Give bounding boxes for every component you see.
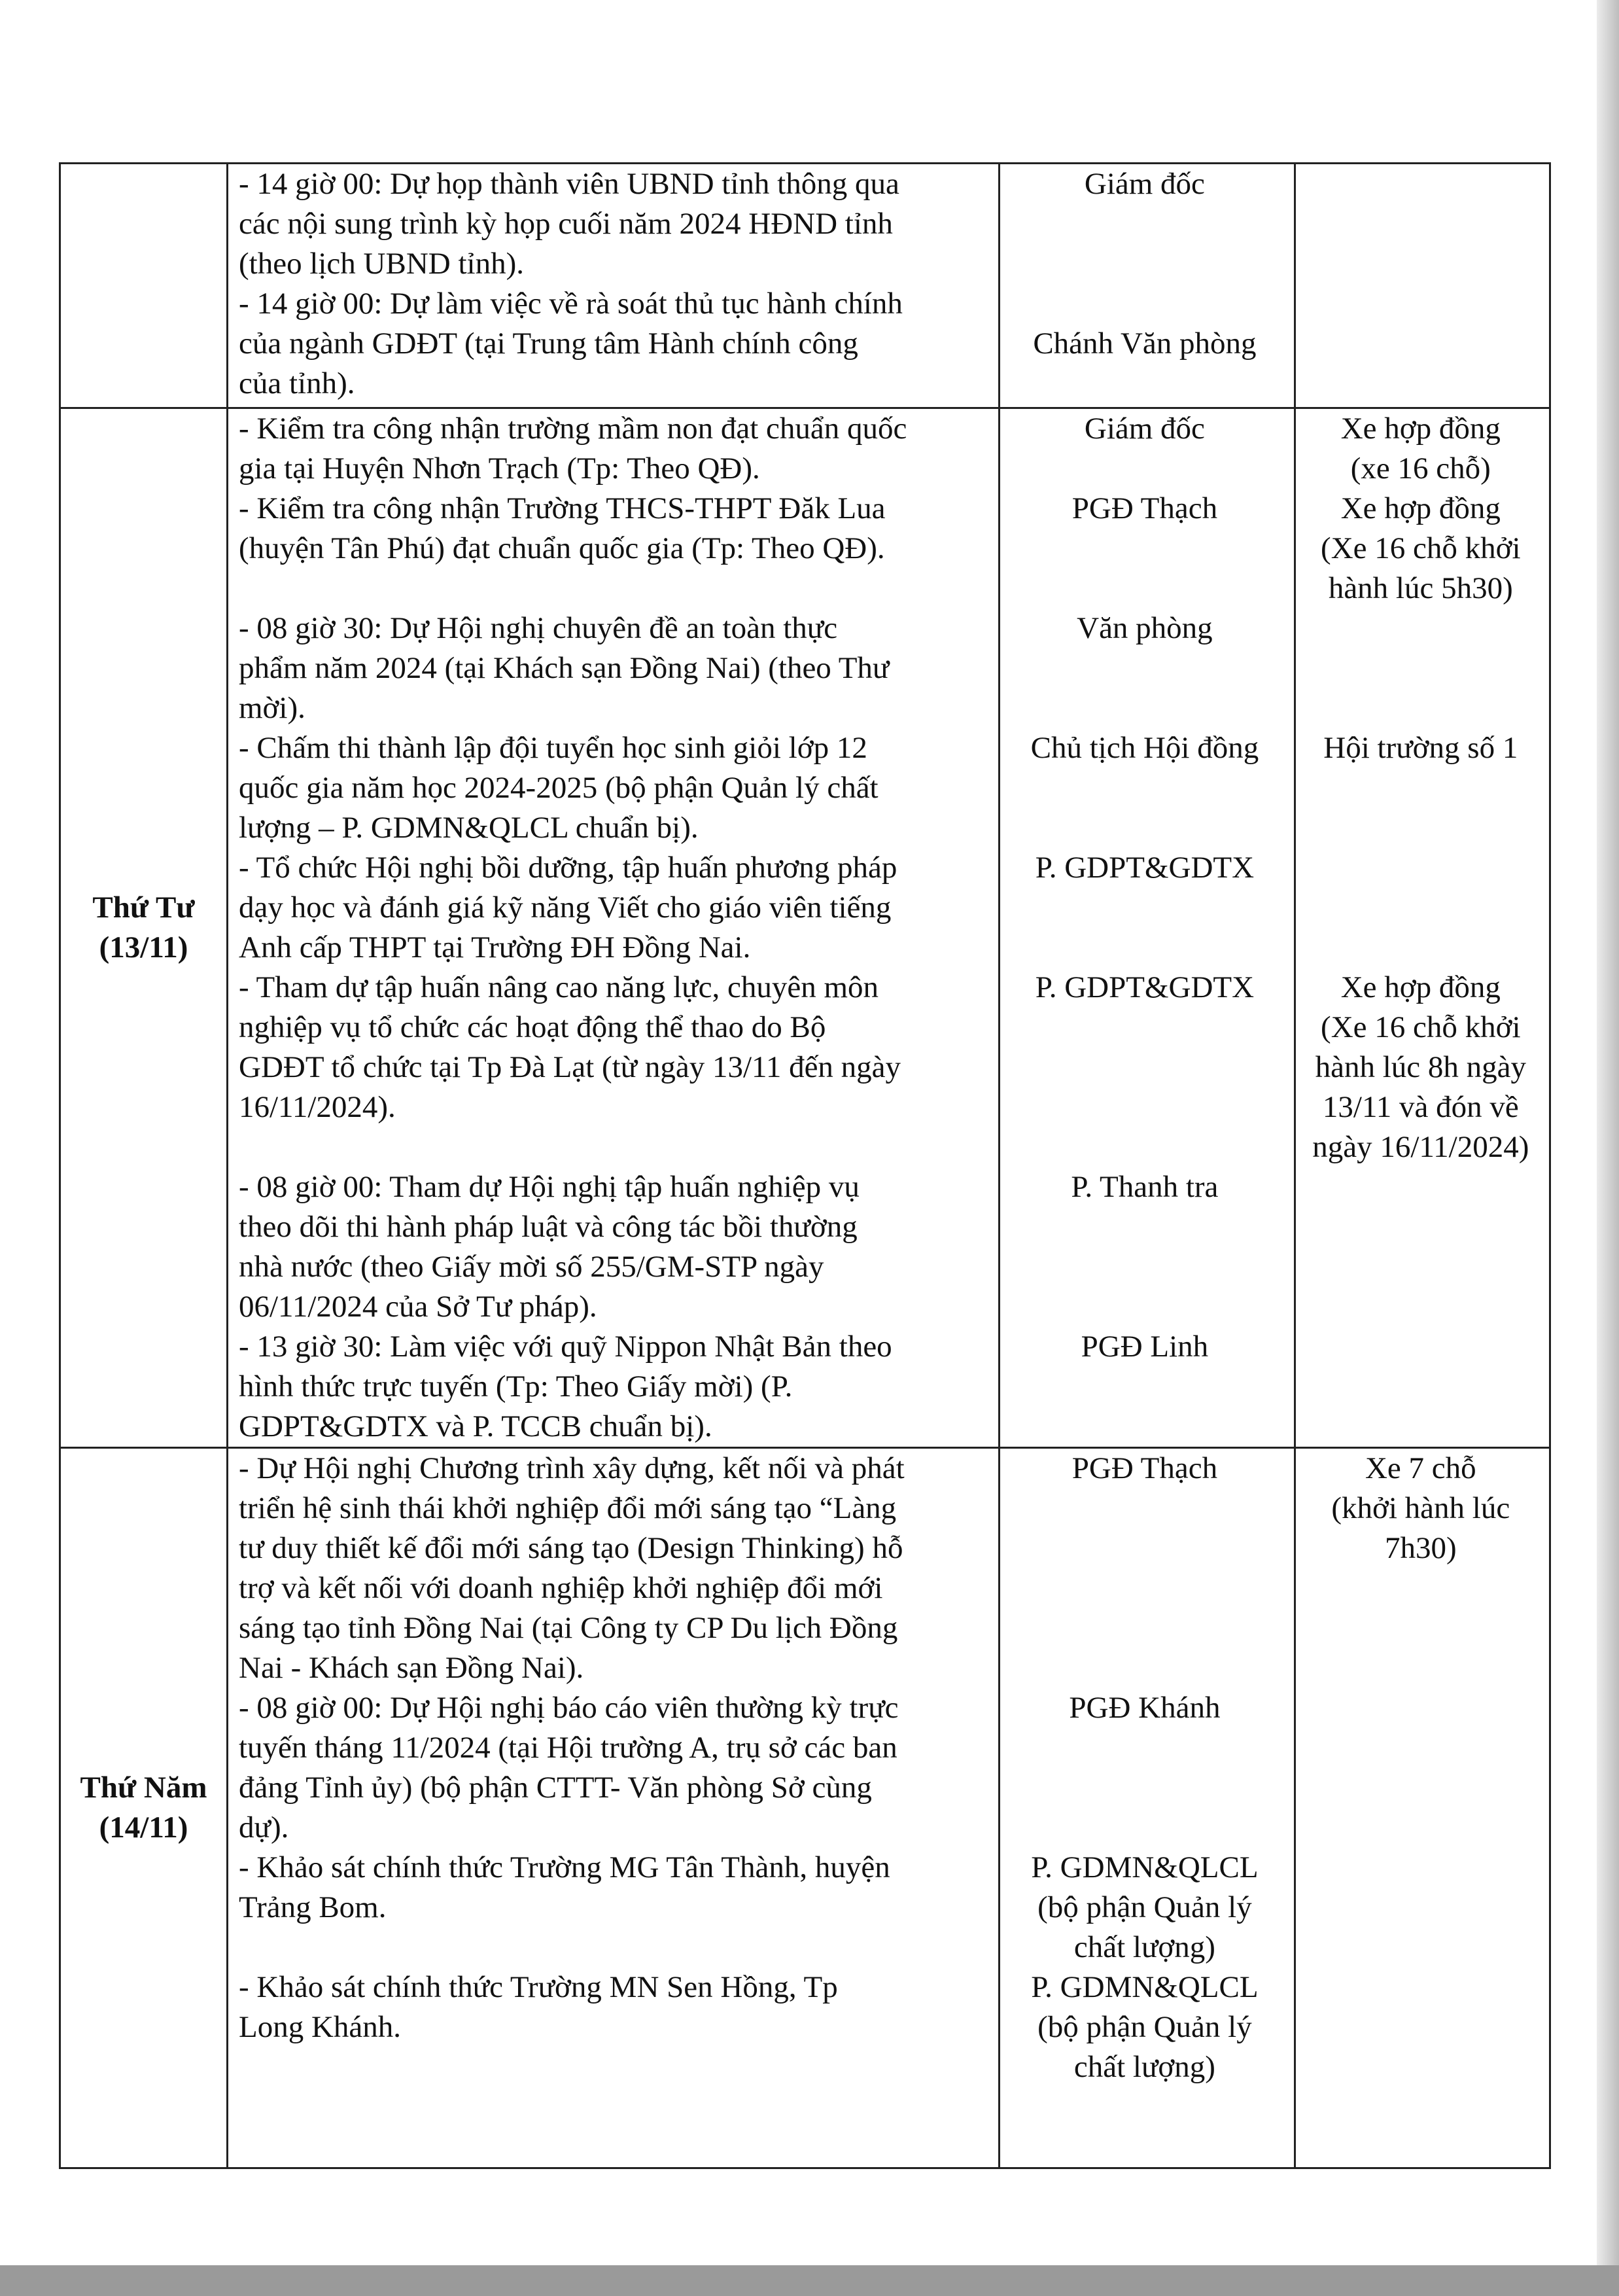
person-in-charge <box>997 1848 1292 1968</box>
column-divider <box>998 409 1000 1447</box>
person-in-charge <box>997 1327 1292 1447</box>
note <box>1293 1688 1549 1848</box>
activity-description <box>228 609 997 728</box>
column-divider <box>998 164 1000 407</box>
activity-description <box>228 1848 997 1968</box>
day-date: (13/11) <box>99 930 188 964</box>
description-line: Anh cấp THPT tại Trường ĐH Đồng Nai. <box>239 930 751 964</box>
day-date: (14/11) <box>99 1810 188 1845</box>
day-cell <box>60 1448 228 2168</box>
description-line <box>239 2087 990 2127</box>
description-line: nhà nước (theo Giấy mời số 255/GM-STP ngày <box>239 1250 824 1284</box>
person-line: PGĐ Linh <box>1081 1330 1209 1364</box>
note-line: Hội trường số 1 <box>1323 731 1518 765</box>
description-line: - Chấm thi thành lập đội tuyển học sinh giỏi lớp 12 <box>239 731 867 765</box>
scan-edge-right <box>1597 0 1619 2296</box>
description-line: tuyến tháng 11/2024 (tại Hội trường A, trụ sở các ban <box>239 1731 897 1765</box>
person-in-charge <box>997 489 1292 609</box>
activity-entry <box>228 728 1549 848</box>
person-line: P. GDMN&QLCL <box>1031 1970 1259 2004</box>
note-line: 7h30) <box>1384 1531 1457 1565</box>
person-in-charge <box>997 1688 1292 1848</box>
description-line: đảng Tỉnh ủy) (bộ phận CTTT- Văn phòng Sở cùng <box>239 1771 872 1805</box>
activities-cell <box>228 408 1550 1448</box>
person-line: chất lượng) <box>1073 2050 1215 2084</box>
person-in-charge <box>997 164 1292 284</box>
day-row <box>60 1448 1550 2168</box>
activity-description <box>228 848 997 968</box>
description-line: - Kiểm tra công nhận trường mầm non đạt chuẩn quốc <box>239 412 907 446</box>
person-in-charge <box>997 848 1292 968</box>
description-line: - Kiểm tra công nhận Trường THCS-THPT Đăk Lua <box>239 491 886 525</box>
description-line: - 08 giờ 30: Dự Hội nghị chuyên đề an toàn thực <box>239 611 838 645</box>
activity-description <box>228 1968 997 2167</box>
activity-description <box>228 1688 997 1848</box>
activity-description <box>228 489 997 609</box>
note <box>1293 409 1549 489</box>
person-line: chất lượng) <box>1073 1930 1215 1964</box>
note-line: ngày 16/11/2024) <box>1312 1130 1529 1164</box>
description-line: hình thức trực tuyến (Tp: Theo Giấy mời) (P. <box>239 1369 793 1404</box>
note-line: Xe hợp đồng <box>1340 491 1501 525</box>
description-line: - Khảo sát chính thức Trường MN Sen Hồng, Tp <box>239 1970 838 2004</box>
description-line: sáng tạo tỉnh Đồng Nai (tại Công ty CP Du lịch Đồng <box>239 1611 898 1645</box>
activities-cell <box>228 164 1550 408</box>
description-line: - 14 giờ 00: Dự làm việc về rà soát thủ tục hành chính <box>239 287 903 321</box>
description-line <box>239 2127 990 2167</box>
person-in-charge <box>997 1968 1292 2167</box>
person-line: Chánh Văn phòng <box>1033 327 1257 361</box>
activity-description <box>228 728 997 848</box>
description-line: GDPT&GDTX và P. TCCB chuẩn bị). <box>239 1409 712 1443</box>
description-line: của ngành GDĐT (tại Trung tâm Hành chính công <box>239 327 858 361</box>
note <box>1293 968 1549 1167</box>
description-line: (huyện Tân Phú) đạt chuẩn quốc gia (Tp: Theo QĐ). <box>239 531 885 565</box>
description-line: lượng – P. GDMN&QLCL chuẩn bị). <box>239 811 699 845</box>
person-in-charge <box>997 1449 1292 1688</box>
column-divider <box>1294 164 1296 407</box>
activity-entry <box>228 848 1549 968</box>
activity-description <box>228 1167 997 1327</box>
person-line: P. GDMN&QLCL <box>1031 1850 1259 1884</box>
column-divider <box>1294 1449 1296 2167</box>
schedule-table <box>59 162 1551 2169</box>
description-line: Long Khánh. <box>239 2010 402 2044</box>
person-in-charge <box>997 1167 1292 1327</box>
person-line: P. GDPT&GDTX <box>1035 970 1255 1004</box>
description-line: nghiệp vụ tổ chức các hoạt động thể thao do Bộ <box>239 1010 826 1044</box>
description-line: - Dự Hội nghị Chương trình xây dựng, kết nối và phát <box>239 1451 905 1485</box>
note <box>1293 1449 1549 1688</box>
description-line: - 14 giờ 00: Dự họp thành viên UBND tỉnh thông qua <box>239 167 899 201</box>
day-name: Thứ Tư <box>92 891 195 925</box>
description-line: - Tổ chức Hội nghị bồi dưỡng, tập huấn phương pháp <box>239 851 897 885</box>
note-line: 13/11 và đón về <box>1322 1090 1519 1124</box>
activity-description <box>228 409 997 489</box>
person-line: PGĐ Khánh <box>1069 1691 1221 1725</box>
description-line: - 08 giờ 00: Tham dự Hội nghị tập huấn nghiệp vụ <box>239 1170 860 1204</box>
description-line: - 13 giờ 30: Làm việc với quỹ Nippon Nhật Bản theo <box>239 1330 892 1364</box>
note <box>1293 489 1549 609</box>
person-line: (bộ phận Quản lý <box>1037 1890 1252 1924</box>
note <box>1293 1327 1549 1447</box>
description-line: trợ và kết nối với doanh nghiệp khởi nghiệp đổi mới <box>239 1571 883 1605</box>
description-line: - 08 giờ 00: Dự Hội nghị báo cáo viên thường kỳ trực <box>239 1691 899 1725</box>
activity-entry <box>228 1848 1549 1968</box>
activity-entry <box>228 284 1549 404</box>
description-line: tư duy thiết kế đổi mới sáng tạo (Design Thinking) hỗ <box>239 1531 903 1565</box>
note-line: hành lúc 5h30) <box>1328 571 1513 605</box>
description-line: dự). <box>239 1810 289 1845</box>
person-in-charge <box>997 728 1292 848</box>
activity-description <box>228 1449 997 1688</box>
person-line: P. Thanh tra <box>1071 1170 1219 1204</box>
note <box>1293 284 1549 404</box>
description-line: 16/11/2024). <box>239 1090 396 1124</box>
column-divider <box>998 1449 1000 2167</box>
note-line: (khởi hành lúc <box>1331 1491 1510 1525</box>
description-line: gia tại Huyện Nhơn Trạch (Tp: Theo QĐ). <box>239 451 760 486</box>
note <box>1293 1167 1549 1327</box>
activity-entry <box>228 609 1549 728</box>
activity-entry <box>228 489 1549 609</box>
person-in-charge <box>997 968 1292 1167</box>
person-line <box>1001 284 1288 324</box>
day-row <box>60 408 1550 1448</box>
note-line: Xe hợp đồng <box>1340 412 1501 446</box>
note <box>1293 728 1549 848</box>
person-line: P. GDPT&GDTX <box>1035 851 1255 885</box>
description-line: Nai - Khách sạn Đồng Nai). <box>239 1651 584 1685</box>
person-line: Văn phòng <box>1077 611 1213 645</box>
description-line: - Tham dự tập huấn nâng cao năng lực, chuyên môn <box>239 970 879 1004</box>
description-line: dạy học và đánh giá kỹ năng Viết cho giáo viên tiếng <box>239 891 892 925</box>
activity-entry <box>228 164 1549 284</box>
activity-entry <box>228 1968 1549 2167</box>
note-line: (Xe 16 chỗ khởi <box>1321 531 1521 565</box>
description-line: quốc gia năm học 2024-2025 (bộ phận Quản lý chất <box>239 771 879 805</box>
person-in-charge <box>997 609 1292 728</box>
activity-entry <box>228 1688 1549 1848</box>
day-row <box>60 164 1550 408</box>
column-divider <box>1294 409 1296 1447</box>
activity-entry <box>228 1449 1549 1688</box>
activity-description <box>228 968 997 1167</box>
activity-entry <box>228 409 1549 489</box>
description-line: 06/11/2024 của Sở Tư pháp). <box>239 1290 597 1324</box>
description-line: (theo lịch UBND tỉnh). <box>239 247 524 281</box>
activity-description <box>228 284 997 404</box>
description-line <box>239 1127 990 1167</box>
description-line <box>239 1928 990 1968</box>
day-name: Thứ Năm <box>80 1771 207 1805</box>
person-line: PGĐ Thạch <box>1071 491 1218 525</box>
note <box>1293 1848 1549 1968</box>
description-line: GDĐT tổ chức tại Tp Đà Lạt (từ ngày 13/11 đến ngày <box>239 1050 901 1084</box>
activity-entry <box>228 1327 1549 1447</box>
description-line: - Khảo sát chính thức Trường MG Tân Thành, huyện <box>239 1850 890 1884</box>
note <box>1293 164 1549 284</box>
description-line <box>239 2047 990 2087</box>
scan-edge-bottom <box>0 2265 1619 2296</box>
note <box>1293 1968 1549 2167</box>
note-line: Xe 7 chỗ <box>1365 1451 1476 1485</box>
person-in-charge <box>997 409 1292 489</box>
note <box>1293 848 1549 968</box>
note <box>1293 609 1549 728</box>
person-line: Giám đốc <box>1084 167 1205 201</box>
day-cell <box>60 408 228 1448</box>
description-line: các nội sung trình kỳ họp cuối năm 2024 HĐND tỉnh <box>239 207 893 241</box>
activities-cell <box>228 1448 1550 2168</box>
description-line: phẩm năm 2024 (tại Khách sạn Đồng Nai) (theo Thư <box>239 651 890 685</box>
description-line <box>239 569 990 609</box>
day-cell <box>60 164 228 408</box>
person-line: Giám đốc <box>1084 412 1205 446</box>
description-line: của tỉnh). <box>239 366 355 400</box>
activity-description <box>228 164 997 284</box>
description-line: theo dõi thi hành pháp luật và công tác bồi thường <box>239 1210 858 1244</box>
description-line: Trảng Bom. <box>239 1890 387 1924</box>
activity-entry <box>228 968 1549 1167</box>
note-line: hành lúc 8h ngày <box>1315 1050 1526 1084</box>
note-line: Xe hợp đồng <box>1340 970 1501 1004</box>
description-line: triển hệ sinh thái khởi nghiệp đổi mới sáng tạo “Làng <box>239 1491 897 1525</box>
person-line: Chủ tịch Hội đồng <box>1030 731 1259 765</box>
person-in-charge <box>997 284 1292 404</box>
activity-entry <box>228 1167 1549 1327</box>
activity-description <box>228 1327 997 1447</box>
note-line: (xe 16 chỗ) <box>1350 451 1491 486</box>
description-line: mời). <box>239 691 305 725</box>
person-line: PGĐ Thạch <box>1071 1451 1218 1485</box>
note-line: (Xe 16 chỗ khởi <box>1321 1010 1521 1044</box>
person-line: (bộ phận Quản lý <box>1037 2010 1252 2044</box>
